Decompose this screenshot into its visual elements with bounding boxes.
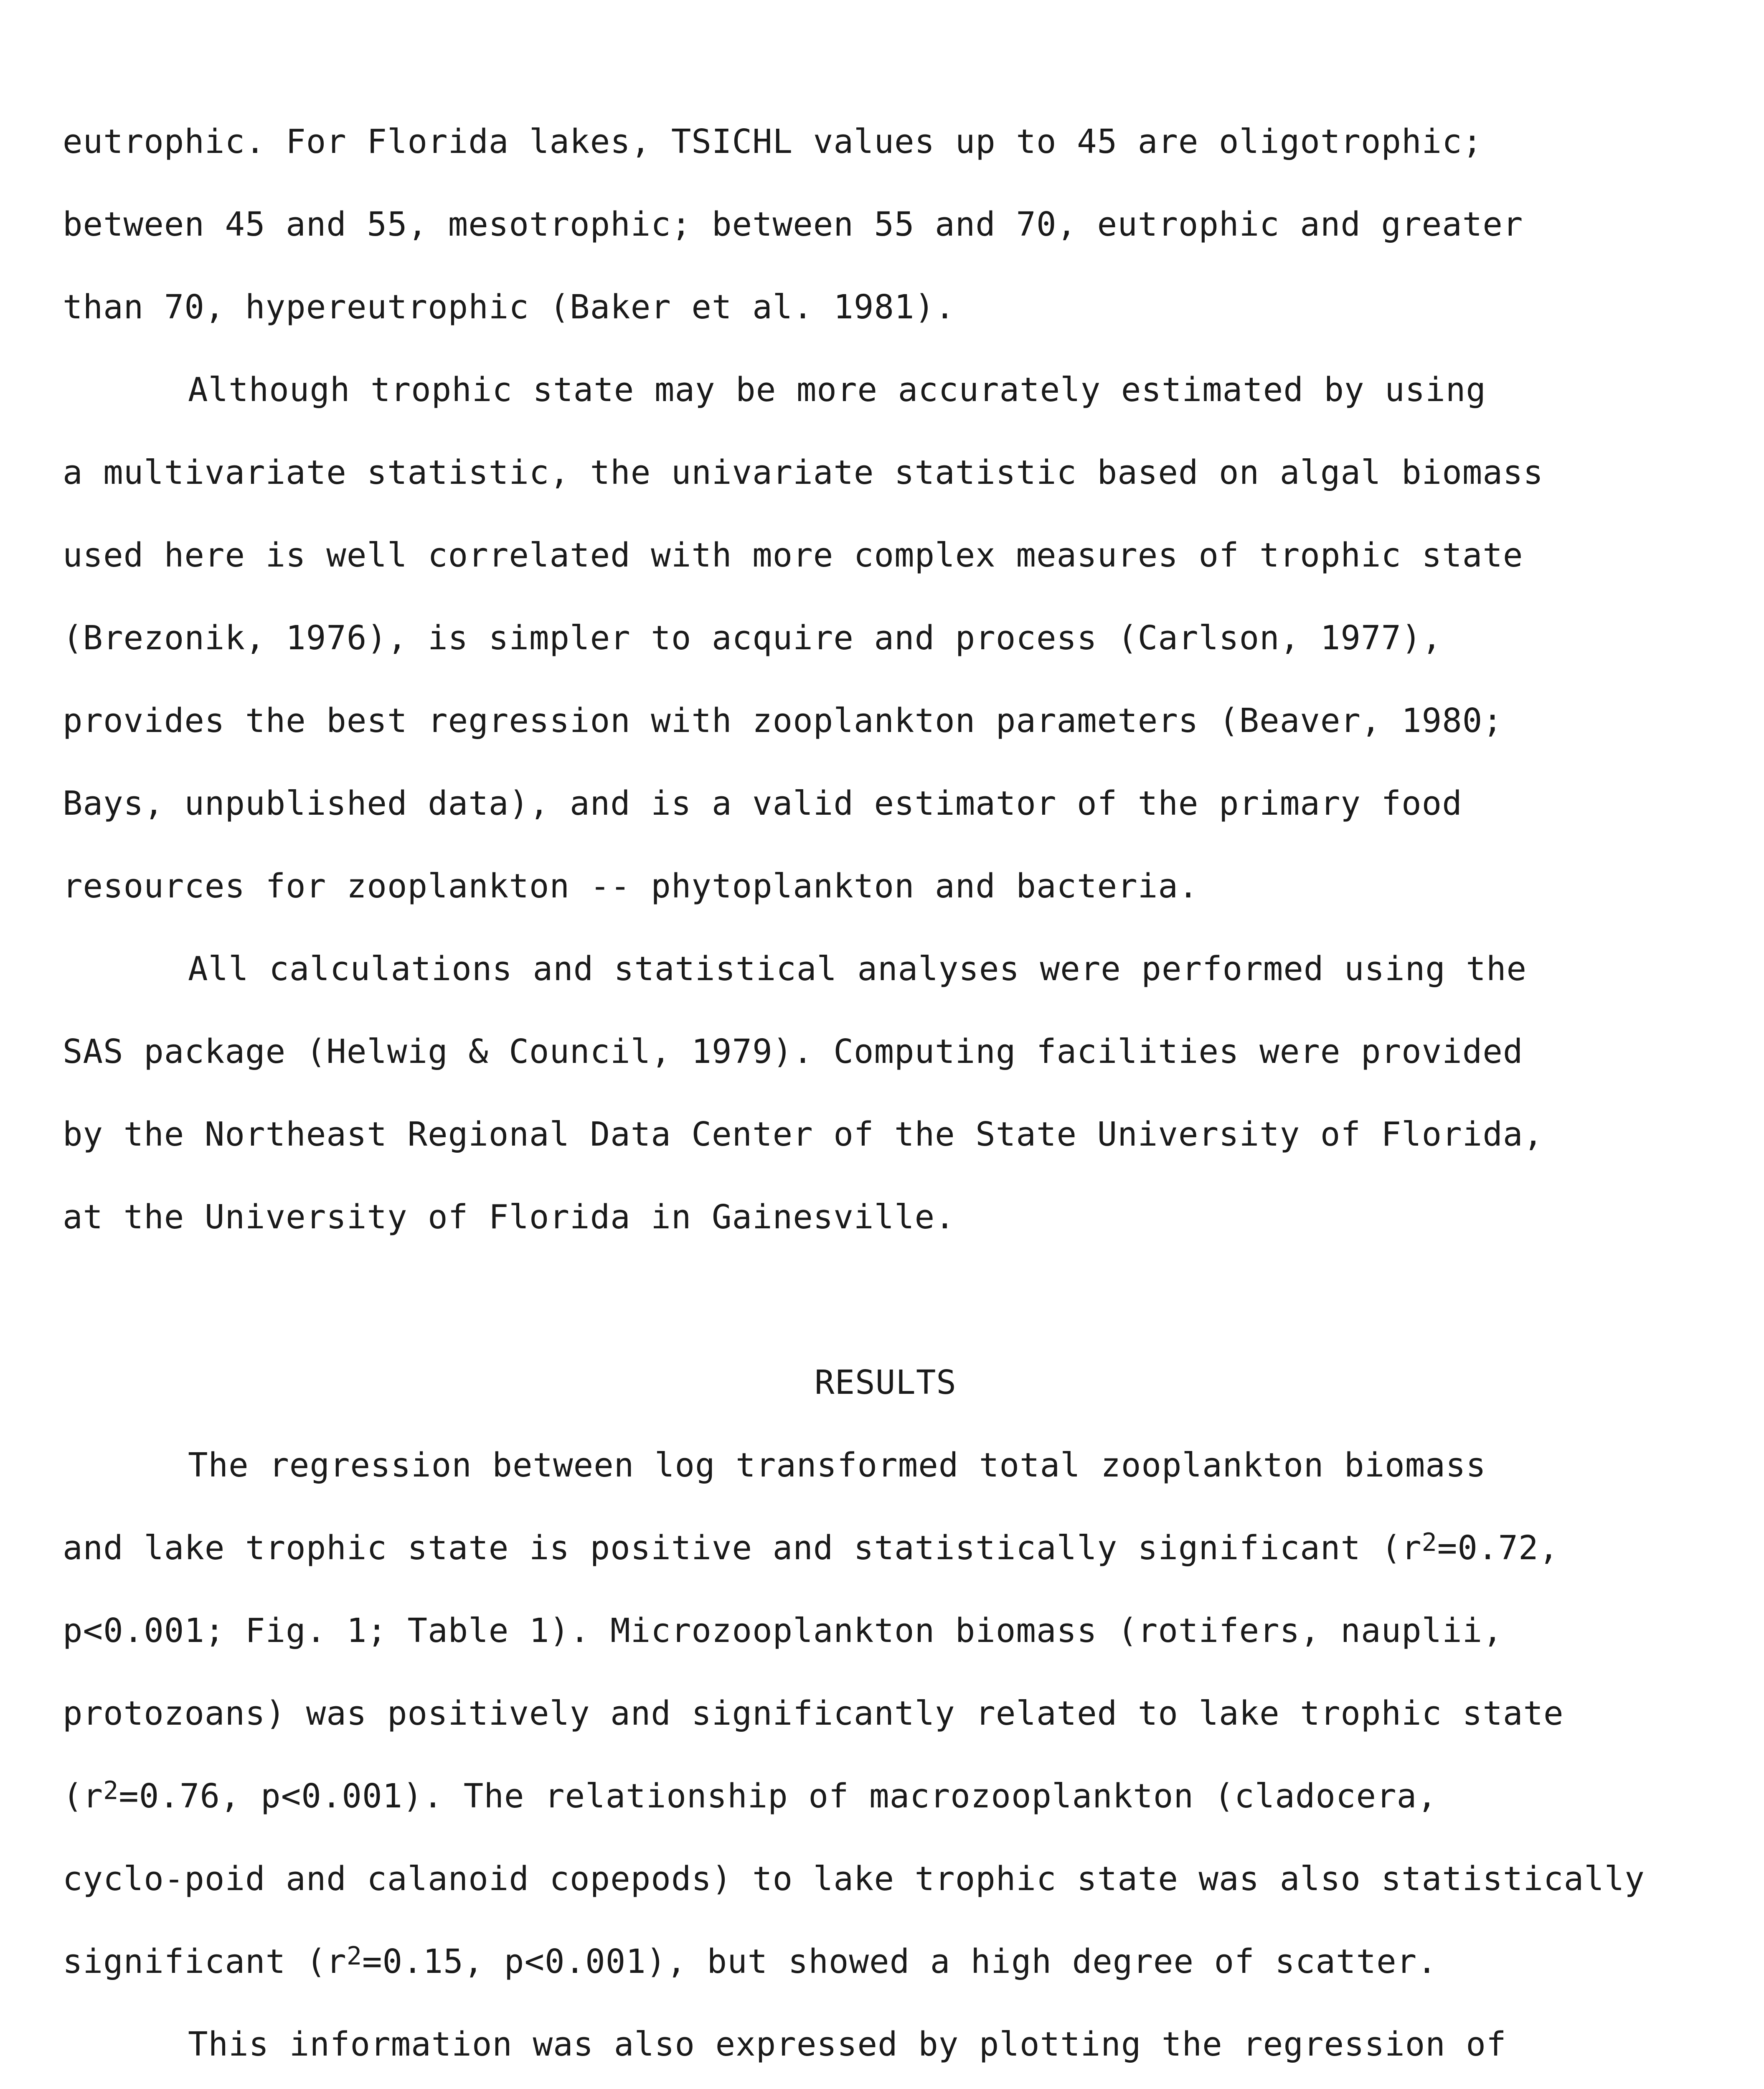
text-segment: =0.76, p<0.001). The relationship of macrozooplankton (cladocera, (119, 1777, 1437, 1815)
text-line (63, 1755, 1713, 1837)
text-line (63, 2086, 1713, 2089)
text-segment: and lake trophic state is positive and statistically significant (r (63, 1529, 1422, 1567)
blank-line (63, 1258, 1713, 1341)
text-line: protozoans) was positively and significantly related to lake trophic state (63, 1694, 1564, 1733)
text-line: provides the best regression with zooplankton parameters (Beaver, 1980; (63, 701, 1503, 740)
section-heading: RESULTS (815, 1363, 957, 1402)
text-line (63, 1920, 1713, 2003)
superscript: 2 (346, 1942, 362, 1971)
paragraph-first-line: Although trophic state may be more accurately estimated by using (188, 371, 1486, 409)
text-line: eutrophic. For Florida lakes, TSICHL values up to 45 are oligotrophic; (63, 122, 1483, 161)
text-line: a multivariate statistic, the univariate statistic based on algal biomass (63, 453, 1544, 492)
text-line (63, 1507, 1713, 1589)
body-text (63, 100, 1713, 2089)
superscript: 2 (1421, 1528, 1437, 1557)
text-line: Bays, unpublished data), and is a valid estimator of the primary food (63, 784, 1462, 823)
text-line: (Brezonik, 1976), is simpler to acquire and process (Carlson, 1977), (63, 619, 1442, 657)
paragraph-first-line: This information was also expressed by plotting the regression of (188, 2025, 1507, 2064)
text-line: at the University of Florida in Gainesville. (63, 1198, 955, 1236)
text-line: cyclo-poid and calanoid copepods) to lake trophic state was also statistically (63, 1860, 1645, 1898)
paragraph-first-line: All calculations and statistical analyses were performed using the (188, 950, 1527, 988)
superscript: 2 (103, 1776, 119, 1805)
paragraph-first-line: The regression between log transformed total zooplankton biomass (188, 1446, 1486, 1484)
text-line: between 45 and 55, mesotrophic; between 55 and 70, eutrophic and greater (63, 205, 1523, 244)
text-line: by the Northeast Regional Data Center of the State University of Florida, (63, 1115, 1544, 1154)
text-line: p<0.001; Fig. 1; Table 1). Microzooplankton biomass (rotifers, nauplii, (63, 1611, 1503, 1650)
text-line: used here is well correlated with more complex measures of trophic state (63, 536, 1523, 574)
text-line: SAS package (Helwig & Council, 1979). Computing facilities were provided (63, 1032, 1523, 1071)
text-segment: (r (63, 1777, 104, 1815)
text-segment: =0.72, (1437, 1529, 1559, 1567)
text-segment: significant (r (63, 1942, 347, 1981)
text-line: than 70, hypereutrophic (Baker et al. 1981). (63, 288, 955, 326)
text-line: resources for zooplankton -- phytoplankton and bacteria. (63, 867, 1199, 905)
text-segment: =0.15, p<0.001), but showed a high degree of scatter. (362, 1942, 1437, 1981)
